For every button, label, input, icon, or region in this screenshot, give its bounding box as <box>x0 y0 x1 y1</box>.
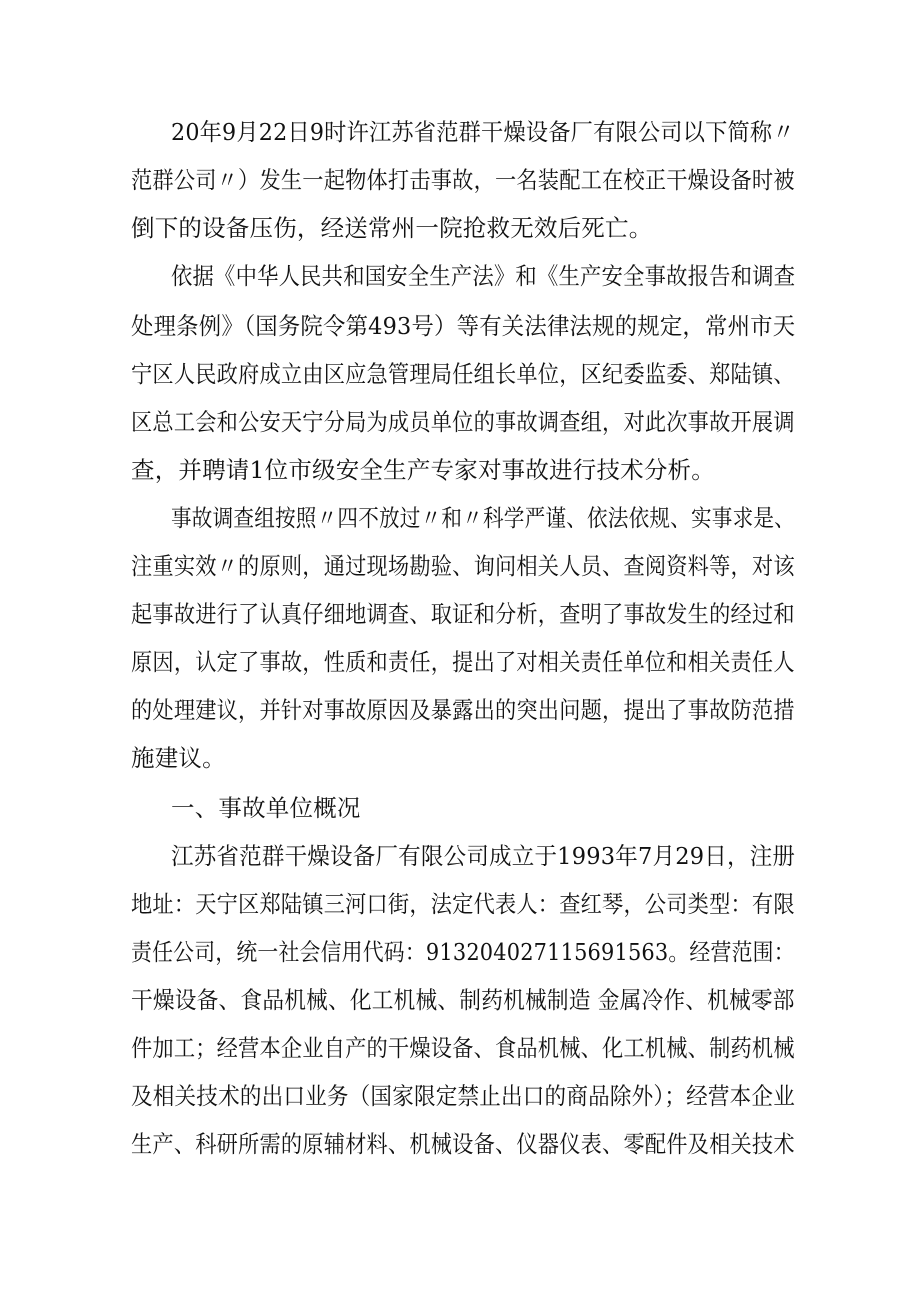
text-line: 原因，认定了事故，性质和责任，提出了对相关责任单位和相关责任人 <box>131 648 795 676</box>
text-line: 20年9月22日9时许江苏省范群干燥设备厂有限公司以下简称〃 <box>171 118 795 146</box>
text-line: 件加工；经营本企业自产的干燥设备、食品机械、化工机械、制药机械 <box>131 1034 795 1062</box>
text-line: 范群公司〃）发生一起物体打击事故，一名装配工在校正干燥设备时被 <box>131 166 795 194</box>
text-line: 地址：天宁区郑陆镇三河口街，法定代表人：查红琴，公司类型：有限 <box>131 890 795 918</box>
text-line: 依据《中华人民共和国安全生产法》和《生产安全事故报告和调查 <box>171 262 796 290</box>
heading-line: 一、事故单位概况 <box>171 794 361 822</box>
text-line: 起事故进行了认真仔细地调查、取证和分析，查明了事故发生的经过和 <box>131 600 795 628</box>
text-line: 事故调查组按照〃四不放过〃和〃科学严谨、依法依规、实事求是、 <box>171 504 795 532</box>
text-line: 倒下的设备压伤，经送常州一院抢救无效后死亡。 <box>131 214 653 242</box>
text-line: 区总工会和公安天宁分局为成员单位的事故调查组，对此次事故开展调 <box>131 408 795 436</box>
text-line: 及相关技术的出口业务（国家限定禁止出口的商品除外）；经营本企业 <box>131 1082 795 1110</box>
text-line: 宁区人民政府成立由区应急管理局任组长单位，区纪委监委、郑陆镇、 <box>131 360 795 388</box>
text-line: 干燥设备、食品机械、化工机械、制药机械制造 金属冷作、机械零部 <box>131 986 795 1014</box>
text-line: 生产、科研所需的原辅材料、机械设备、仪器仪表、零配件及相关技术 <box>131 1130 795 1158</box>
text-line: 处理条例》（国务院令第493号）等有关法律法规的规定，常州市天 <box>131 312 796 340</box>
text-line: 江苏省范群干燥设备厂有限公司成立于1993年7月29日，注册 <box>171 842 796 870</box>
text-line: 注重实效〃的原则，通过现场勘验、询问相关人员、查阅资料等，对该 <box>131 552 795 580</box>
text-line: 施建议。 <box>131 744 226 772</box>
text-line: 查，并聘请1位市级安全生产专家对事故进行技术分析。 <box>131 456 715 484</box>
text-line: 的处理建议，并针对事故原因及暴露出的突出问题，提出了事故防范措 <box>131 696 795 724</box>
text-line: 责任公司，统一社会信用代码：913204027115691563。经营范围： <box>131 938 795 966</box>
